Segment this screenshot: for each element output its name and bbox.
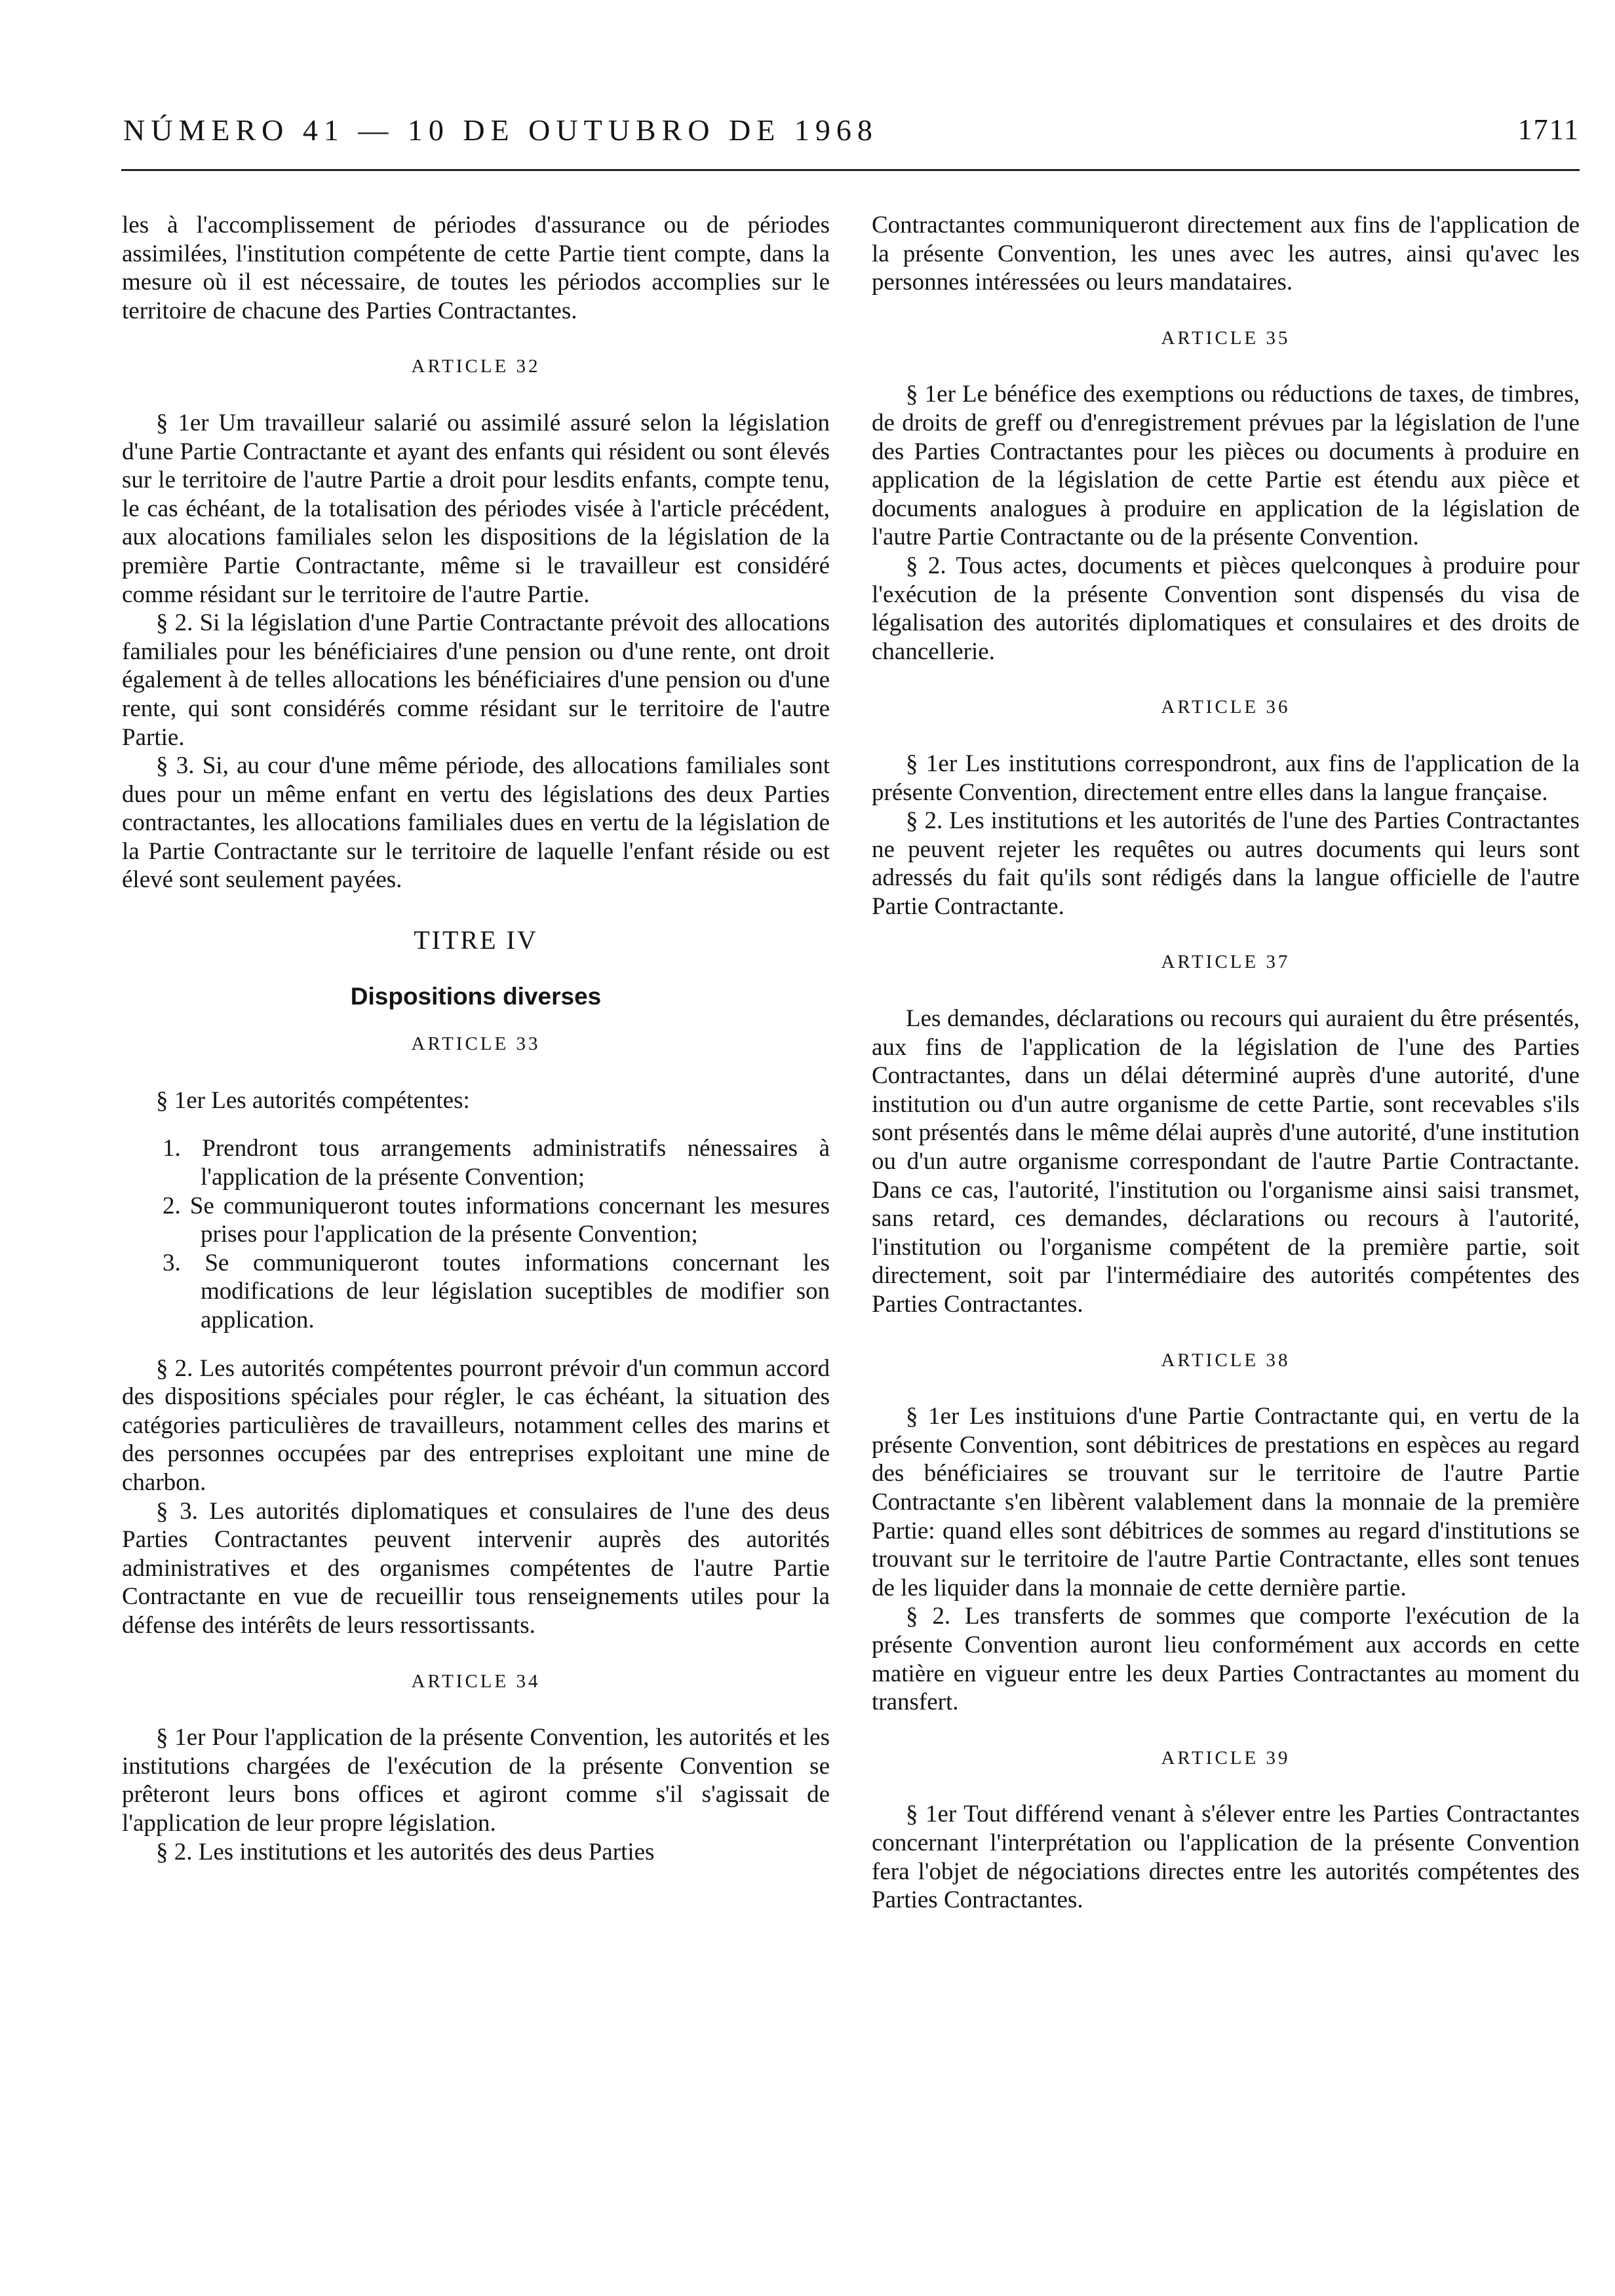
article-32-paragraph-1: § 1er Um travailleur salarié ou assimilé assuré selon la législation d'une Partie Contractante et ayant des enfants qui résident ou sont élevés sur le territoire de l'autre Partie a droit pour lesdits enfants, compte tenu, le cas échéant, de la totalisation des périodes visée à l'article précédent, aux alocations familiales selon les dispositions de la législation de la première Partie Contractante, même si le travailleur est considéré comme résidant sur le territoire de l'autre Partie. (122, 409, 830, 608)
article-39-heading: ARTICLE 39 (1161, 1747, 1291, 1769)
article-33-heading: ARTICLE 33 (411, 1033, 541, 1055)
page-number: 1711 (1517, 113, 1580, 145)
header-rule (121, 169, 1580, 171)
list-item: 3. Se communiqueront toutes informations concernant les modifications de leur législation suceptibles de modifier son application. (163, 1249, 830, 1333)
article-34-heading: ARTICLE 34 (411, 1670, 541, 1692)
article-32-heading: ARTICLE 32 (411, 356, 541, 377)
page-header (123, 113, 1580, 159)
article-37-heading: ARTICLE 37 (1161, 951, 1291, 973)
right-column (872, 211, 1580, 1915)
article-33-paragraph-3: § 3. Les autorités diplomatiques et consulaires de l'une des deus Parties Contractantes peuvent intervenir auprès des autorités administratives et des organismes compétentes de l'autre Partie Contractante en vue de recueillir tous renseignements utiles pour la défense des intérêts de leurs ressortissants. (122, 1497, 830, 1639)
titre-subheading: Dispositions diverses (350, 982, 602, 1010)
article-37-paragraph-1: Les demandes, déclarations ou recours qui auraient du être présentés, aux fins de l'application de la législation de l'une des Parties Contractantes, dans un délai déterminé auprès d'une autorité, d'une institution ou d'un autre organisme de cette Partie, sont recevables s'ils sont présentés dans le même délai auprès d'une autorité, d'une institution ou d'un autre organisme correspondant de l'autre Partie Contractante. Dans ce cas, l'autorité, l'institution ou l'organisme ainsi saisi transmet, sans retard, ces demandes, déclarations ou recours à l'autorité, l'institution ou l'organisme compétent de la première partie, soit directement, soit par l'intermédiaire des autorités compétentes des Parties Contractantes. (872, 1005, 1580, 1318)
article-32-paragraph-2: § 2. Si la législation d'une Partie Contractante prévoit des allocations familiales pour les bénéficiaires d'une pension ou d'une rente, ont droit également à de telles allocations les bénéficiaires d'une pension ou d'une rente, qui sont considérés comme résidant sur le territoire de l'autre Partie. (122, 609, 830, 751)
article-38-paragraph-1: § 1er Les instituions d'une Partie Contractante qui, en vertu de la présente Convention, sont débitrices de prestations en espèces au regard des bénéficiaires se trouvant sur le territoire de l'autre Partie Contractante s'en libèrent valablement dans la monnaie de la première Partie: quand elles sont débitrices de sommes au regard d'institutions se trouvant sur le territoire de l'autre Partie Contractante, elles sont tenues de les liquider dans la monnaie de cette dernière partie. (872, 1403, 1580, 1601)
article-38-paragraph-2: § 2. Les transferts de sommes que comporte l'exécution de la présente Convention auront lieu conformément aux accords en cette matière en vigueur entre les deux Parties Contractantes au moment du transfert. (872, 1603, 1580, 1716)
journal-issue-date: NÚMERO 41 — 10 DE OUTUBRO DE 1968 (123, 113, 878, 147)
left-column (122, 211, 830, 1866)
article-34-paragraph-1: § 1er Pour l'application de la présente Convention, les autorités et les institutions chargées de l'exécution de la présente Convention se prêteront leurs bons offices et agiront comme s'il s'agissait de l'application de leur propre législation. (122, 1724, 830, 1837)
continued-paragraph: les à l'accomplissement de périodes d'assurance ou de périodes assimilées, l'institution compétente de cette Partie tient compte, dans la mesure où il est nécessaire, de toutes les périodos accomplies sur le territoire de chacune des Parties Contractantes. (122, 212, 830, 324)
article-35-paragraph-2: § 2. Tous actes, documents et pièces quelconques à produire pour l'exécution de la présente Convention sont dispensés du visa de légalisation des autorités diplomatiques et consulaires et des droits de chancellerie. (872, 552, 1580, 665)
article-36-paragraph-2: § 2. Les institutions et les autorités de l'une des Parties Contractantes ne peuvent rejeter les requêtes ou autres documents qui leurs sont adressés du fait qu'ils sont rédigés dans la langue officielle de l'autre Partie Contractante. (872, 807, 1580, 920)
article-35-heading: ARTICLE 35 (1161, 327, 1291, 349)
list-item: 2. Se communiqueront toutes informations concernant les mesures prises pour l'application de la présente Convention; (163, 1192, 830, 1248)
article-36-heading: ARTICLE 36 (1161, 697, 1291, 718)
titre-heading: TITRE IV (414, 925, 538, 955)
continued-paragraph: Contractantes communiqueront directement aux fins de l'application de la présente Convention, les unes avec les autres, ainsi qu'avec les personnes intéressées ou leurs mandataires. (872, 212, 1580, 296)
article-34-paragraph-2: § 2. Les institutions et les autorités des deus Parties (156, 1838, 655, 1866)
article-33-paragraph-2: § 2. Les autorités compétentes pourront prévoir d'un commun accord des dispositions spéciales pour régler, le cas échéant, la situation des catégories particulières de travailleurs, notamment celles des marins et des personnes occupées par des entreprises exploitant une mine de charbon. (122, 1354, 830, 1496)
article-39-paragraph-1: § 1er Tout différend venant à s'élever entre les Parties Contractantes concernant l'interprétation ou l'application de la présente Convention fera l'objet de négociations directes entre les autorités compétentes des Parties Contractantes. (872, 1801, 1580, 1914)
article-33-paragraph-1: § 1er Les autorités compétentes: (156, 1086, 470, 1114)
article-32-paragraph-3: § 3. Si, au cour d'une même période, des allocations familiales sont dues pour un même enfant en vertu des législations des deux Parties contractantes, les allocations familiales dues en vertu de la législation de la Partie Contractante sur le territoire de laquelle l'enfant réside ou est élevé sont seulement payées. (122, 752, 830, 894)
article-35-paragraph-1: § 1er Le bénéfice des exemptions ou réductions de taxes, de timbres, de droits de greff ou d'enregistrement prévues par la législation de l'une des Parties Contractantes pour les pièces ou documents à produire en application de la législation de cette Partie est étendu aux pièce et documents analogues à produire en application de la législation de l'autre Partie Contractante ou de la présente Convention. (872, 381, 1580, 551)
article-38-heading: ARTICLE 38 (1161, 1349, 1291, 1371)
article-36-paragraph-1: § 1er Les institutions correspondront, aux fins de l'application de la présente Convention, directement entre elles dans la langue française. (872, 750, 1580, 806)
article-33-list (122, 1134, 830, 1334)
list-item: 1. Prendront tous arrangements administratifs nénessaires à l'application de la présente Convention; (163, 1135, 830, 1191)
